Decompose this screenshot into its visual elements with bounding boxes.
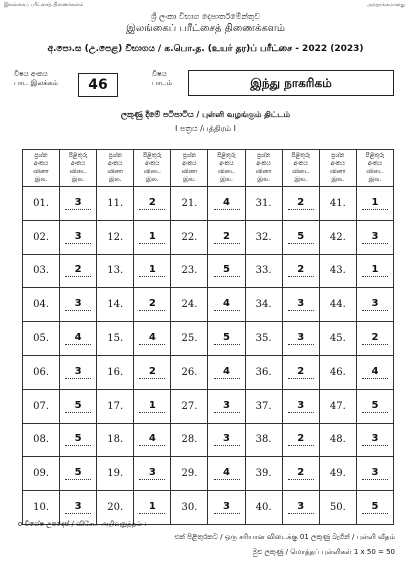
answer-value: 5 [362,400,388,413]
answer-cell [60,187,97,221]
question-number-cell: 06. [23,355,60,389]
table-body [23,187,394,525]
total-marks-note: මුළු ලකුණු / மொத்தப் புள்ளிகள் 1 x 50 = 50 [252,548,395,556]
question-number-cell: 25. [171,322,208,356]
answer-cell [356,389,393,423]
answer-cell [282,457,319,491]
answer-cell [208,491,245,525]
answer-value: 2 [288,264,314,277]
answer-key-table [22,149,394,525]
subject-number-label: විෂය අංකය பாட இலக்கம் [14,70,58,87]
table-row [23,254,394,288]
answer-value: 4 [139,332,165,345]
question-number-cell: 37. [245,389,282,423]
answer-cell [356,457,393,491]
table-row [23,355,394,389]
question-number-cell: 08. [23,423,60,457]
answer-value: 5 [214,332,240,345]
paper-label: I පත්‍රය /பத்திரம் I [175,124,236,133]
answer-value: 3 [214,400,240,413]
question-number-cell: 39. [245,457,282,491]
question-number-cell: 38. [245,423,282,457]
header-answer-no: පිළිතුරු අංකය விடை இல. [60,150,97,187]
answer-cell [134,423,171,457]
answer-value: 3 [288,400,314,413]
answer-cell [134,220,171,254]
answer-value: 5 [362,501,388,514]
answer-cell [356,355,393,389]
question-number-cell: 33. [245,254,282,288]
table-row [23,457,394,491]
answer-cell [282,254,319,288]
per-answer-note: එක් පිළිතුරකට / ஒரு சரியான விடைக்கு 01 ලකුණු බැගින් / புள்ளி வீதம் [174,533,395,541]
table-row [23,423,394,457]
answer-value: 2 [288,366,314,379]
answer-value: 2 [214,231,240,244]
question-number-cell: 23. [171,254,208,288]
answer-cell [282,322,319,356]
answer-cell [60,288,97,322]
question-number-cell: 07. [23,389,60,423]
question-number-cell: 29. [171,457,208,491]
answer-value: 1 [362,264,388,277]
answer-value: 3 [362,467,388,480]
question-number-cell: 17. [97,389,134,423]
question-number-cell: 16. [97,355,134,389]
header-line-1: ශ්‍රී ලංකා විභාග දෙපාර්තමේන්තුව [150,12,261,21]
header-line-2: இலங்கைப் பரீட்சைத் திணைக்களம் [126,23,285,34]
answer-value: 5 [214,264,240,277]
question-number-cell: 41. [319,187,356,221]
header-answer-no: පිළිතුරු අංකය விடை இல. [282,150,319,187]
question-number-cell: 40. [245,491,282,525]
header-answer-no: පිළිතුරු අංකය விடை இல. [356,150,393,187]
question-number-cell: 24. [171,288,208,322]
table-row [23,220,394,254]
answer-cell [208,355,245,389]
header-answer-no: පිළිතුරු අංකය விடை இல. [208,150,245,187]
answer-cell [282,288,319,322]
question-number-cell: 34. [245,288,282,322]
question-number-cell: 43. [319,254,356,288]
question-number-cell: 22. [171,220,208,254]
answer-cell [134,355,171,389]
question-number-cell: 10. [23,491,60,525]
question-number-cell: 19. [97,457,134,491]
answer-value: 3 [65,298,91,311]
answer-cell [282,491,319,525]
answer-cell [356,254,393,288]
answer-value: 4 [214,366,240,379]
answer-value: 3 [65,501,91,514]
question-number-cell: 28. [171,423,208,457]
question-number-cell: 21. [171,187,208,221]
answer-value: 3 [362,298,388,311]
question-number-cell: 15. [97,322,134,356]
answer-value: 2 [139,366,165,379]
answer-cell [208,220,245,254]
answer-value: 3 [65,366,91,379]
question-number-cell: 01. [23,187,60,221]
header-question-no: ප්‍රශ්න අංකය வினா இல. [23,150,60,187]
question-number-cell: 05. [23,322,60,356]
answer-cell [134,457,171,491]
answer-value: 1 [139,400,165,413]
question-number-cell: 45. [319,322,356,356]
answer-value: 3 [362,433,388,446]
answer-cell [208,389,245,423]
answer-cell [60,322,97,356]
answer-cell [60,254,97,288]
answer-value: 1 [139,231,165,244]
answer-value: 4 [214,467,240,480]
answer-value: 2 [362,332,388,345]
question-number-cell: 49. [319,457,356,491]
answer-value: 5 [65,400,91,413]
answer-value: 2 [288,197,314,210]
question-number-cell: 46. [319,355,356,389]
scheme-title: ලකුණු දීමේ පටිපාටිය / புள்ளி வழங்கும் திட்டம் [120,110,291,119]
header-question-no: ප්‍රශ්න අංකය வினா இல. [171,150,208,187]
question-number-cell: 31. [245,187,282,221]
answer-cell [60,220,97,254]
question-number-cell: 50. [319,491,356,525]
answer-value: 4 [214,298,240,311]
question-number-cell: 48. [319,423,356,457]
table-header-row [23,150,394,187]
answer-cell [356,491,393,525]
header-answer-no: පිළිතුරු අංකය விடை இல. [134,150,171,187]
answer-value: 2 [139,197,165,210]
answer-value: 1 [362,197,388,210]
question-number-cell: 13. [97,254,134,288]
header-question-no: ප්‍රශ්න අංකය வினா இல. [245,150,282,187]
question-number-cell: 09. [23,457,60,491]
top-left-text: இலங்கைப் பரீட்சைத் திணைக்களம் [4,2,84,8]
answer-value: 3 [288,332,314,345]
answer-value: 3 [139,467,165,480]
subject-label: විෂය பாடம் [152,70,173,87]
answer-value: 4 [139,433,165,446]
table-row [23,322,394,356]
subject-number-box: 46 [78,73,118,97]
answer-cell [282,355,319,389]
answer-value: 3 [362,231,388,244]
question-number-cell: 47. [319,389,356,423]
question-number-cell: 12. [97,220,134,254]
answer-cell [134,322,171,356]
answer-value: 4 [214,197,240,210]
answer-value: 2 [65,264,91,277]
header-question-no: ප්‍රශ්න අංකය வினா இல. [319,150,356,187]
question-number-cell: 32. [245,220,282,254]
answer-cell [282,423,319,457]
table-row [23,187,394,221]
question-number-cell: 03. [23,254,60,288]
header-line-3: අ.පො.ස (උ.පෙළ) විභාගය / க.பொ.த. (உயர் தர)ப் பரீட்சை - 2022 (2023) [47,44,364,54]
answer-cell [282,187,319,221]
question-number-cell: 27. [171,389,208,423]
answer-value: 2 [288,467,314,480]
answer-value: 5 [65,467,91,480]
question-number-cell: 36. [245,355,282,389]
answer-cell [208,254,245,288]
answer-value: 3 [65,231,91,244]
answer-cell [208,322,245,356]
answer-value: 4 [65,332,91,345]
question-number-cell: 11. [97,187,134,221]
answer-value: 2 [139,298,165,311]
answer-cell [208,457,245,491]
question-number-cell: 44. [319,288,356,322]
answer-value: 3 [288,501,314,514]
question-number-cell: 26. [171,355,208,389]
question-number-cell: 30. [171,491,208,525]
question-number-cell: 20. [97,491,134,525]
answer-value: 3 [214,501,240,514]
answer-cell [356,322,393,356]
table-row [23,389,394,423]
answer-cell [60,423,97,457]
table-row [23,288,394,322]
question-number-cell: 42. [319,220,356,254]
answer-value: 1 [139,501,165,514]
answer-value: 3 [65,197,91,210]
answer-value: 1 [139,264,165,277]
answer-cell [356,288,393,322]
answer-cell [134,187,171,221]
answer-cell [282,389,319,423]
question-number-cell: 14. [97,288,134,322]
question-number-cell: 18. [97,423,134,457]
answer-cell [60,389,97,423]
answer-value: 3 [288,298,314,311]
special-instructions: o විශේෂ උපදෙස් / விசேட அறிவுறுத்தல் : [18,520,147,528]
subject-name-box: இந்து நாகரிகம் [188,70,394,96]
header-question-no: ප්‍රශ්න අංකය வினா இல. [97,150,134,187]
question-number-cell: 04. [23,288,60,322]
answer-cell [60,355,97,389]
answer-cell [208,423,245,457]
answer-value: 3 [214,433,240,446]
answer-cell [208,288,245,322]
answer-cell [282,220,319,254]
answer-value: 5 [65,433,91,446]
answer-cell [356,220,393,254]
answer-cell [134,389,171,423]
answer-value: 5 [288,231,314,244]
top-right-text: அந்தரங்கமானது [366,2,405,8]
question-number-cell: 35. [245,322,282,356]
answer-value: 2 [288,433,314,446]
answer-value: 4 [362,366,388,379]
answer-cell [134,288,171,322]
answer-cell [356,423,393,457]
question-number-cell: 02. [23,220,60,254]
answer-cell [60,457,97,491]
answer-cell [356,187,393,221]
answer-cell [208,187,245,221]
answer-cell [134,254,171,288]
